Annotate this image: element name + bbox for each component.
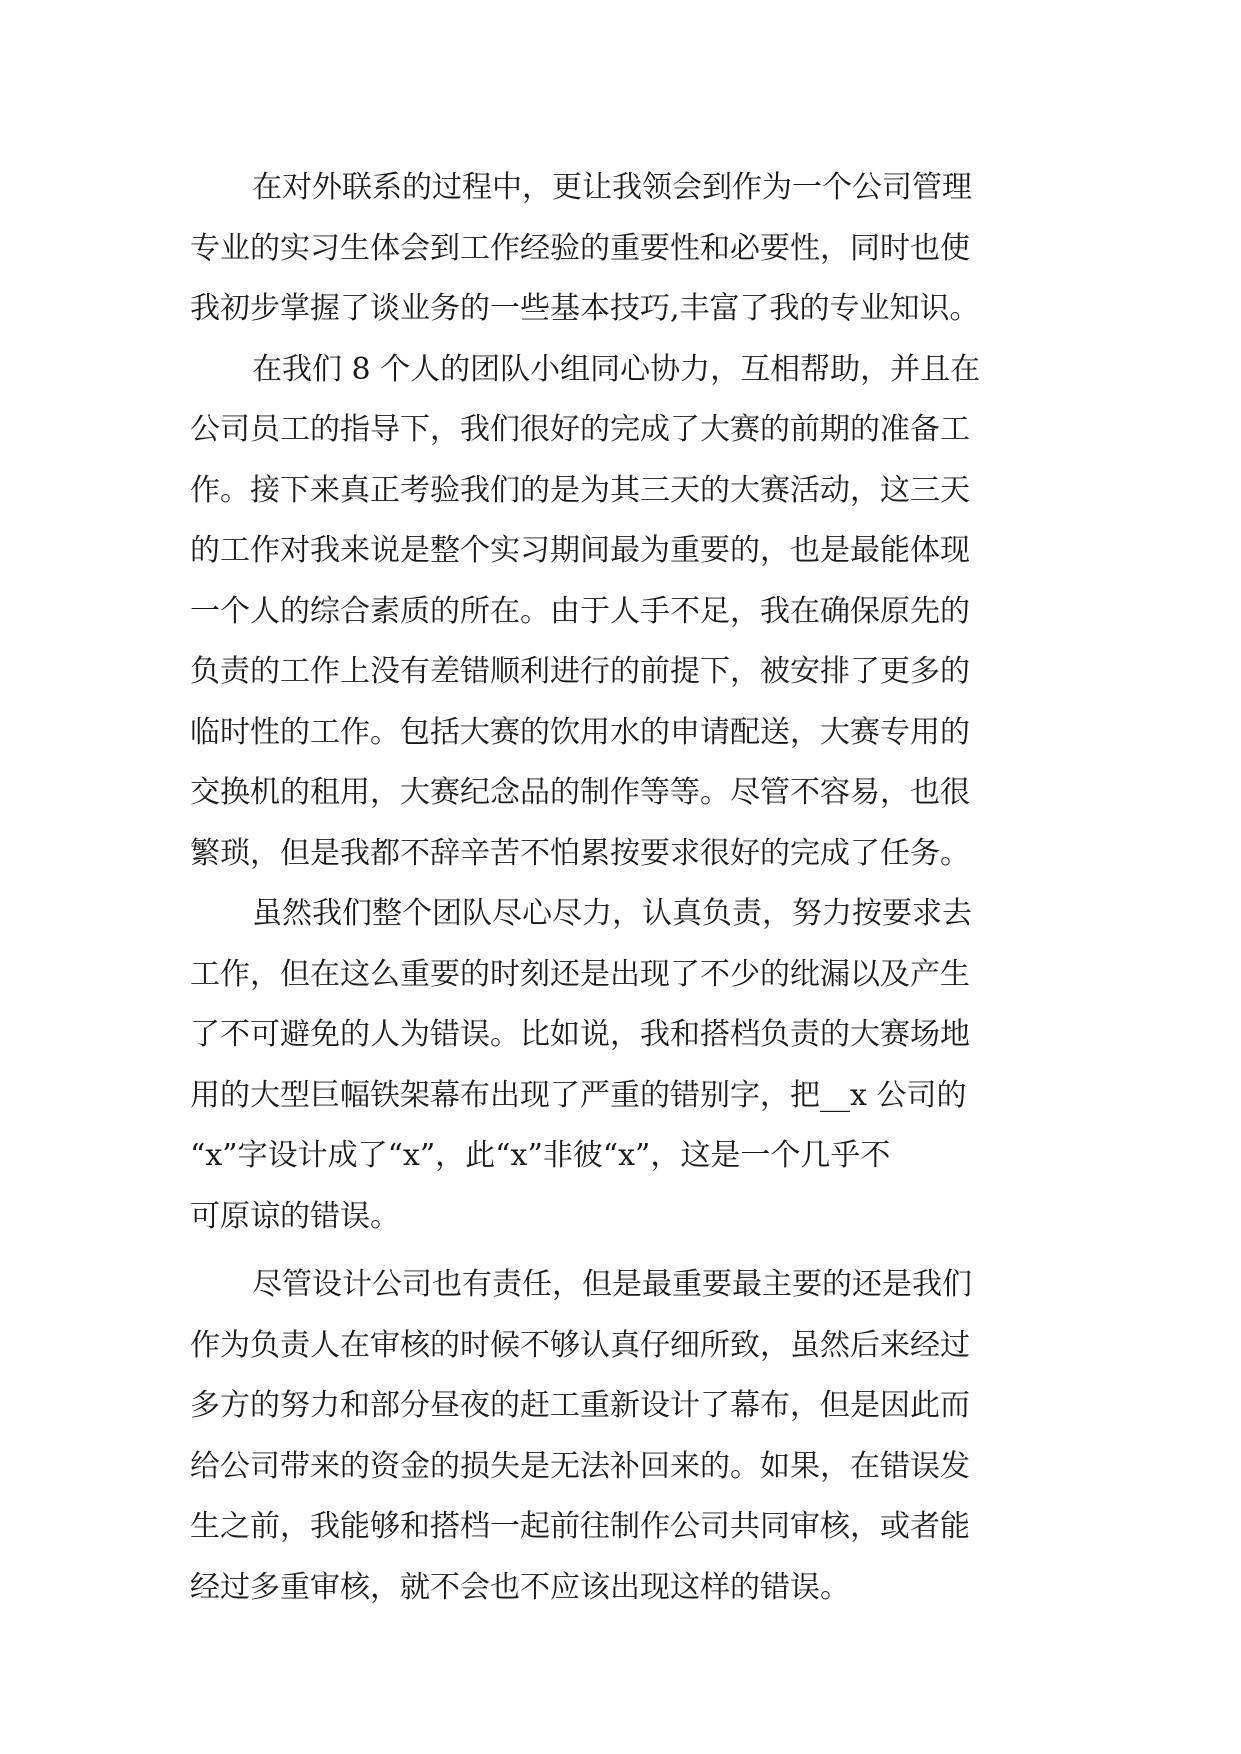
paragraph-2-line-3: 作。接下来真正考验我们的是为其三天的大赛活动，这三天 bbox=[190, 472, 970, 508]
paragraph-1-line-2: 专业的实习生体会到工作经验的重要性和必要性，同时也使 bbox=[190, 230, 970, 266]
paragraph-3-line-5: “x”字设计成了“x”，此“x”非彼“x”，这是一个几乎不 bbox=[190, 1138, 891, 1173]
paragraph-4-line-2: 作为负责人在审核的时候不够认真仔细所致，虽然后来经过 bbox=[190, 1327, 970, 1363]
paragraph-4-line-1: 尽管设计公司也有责任，但是最重要最主要的还是我们 bbox=[252, 1267, 972, 1302]
paragraph-1-line-1: 在对外联系的过程中，更让我领会到作为一个公司管理 bbox=[252, 170, 972, 205]
paragraph-2-line-8: 交换机的租用，大赛纪念品的制作等等。尽管不容易，也很 bbox=[190, 775, 970, 810]
document-body bbox=[190, 158, 1050, 1618]
paragraph-3-line-6: 可原谅的错误。 bbox=[190, 1198, 400, 1234]
paragraph-3-line-2: 工作，但在这么重要的时刻还是出现了不少的纰漏以及产生 bbox=[190, 956, 970, 992]
paragraph-2-line-1: 在我们 8 个人的团队小组同心协力，互相帮助，并且在 bbox=[252, 351, 981, 387]
paragraph-2-line-5: 一个人的综合素质的所在。由于人手不足，我在确保原先的 bbox=[190, 593, 970, 629]
paragraph-4-line-4: 给公司带来的资金的损失是无法补回来的。如果，在错误发 bbox=[190, 1448, 970, 1484]
paragraph-2-line-6: 负责的工作上没有差错顺利进行的前提下，被安排了更多的 bbox=[190, 654, 970, 689]
paragraph-3-line-3: 了不可避免的人为错误。比如说，我和搭档负责的大赛场地 bbox=[190, 1017, 970, 1052]
paragraph-2-line-2: 公司员工的指导下，我们很好的完成了大赛的前期的准备工 bbox=[190, 412, 970, 447]
paragraph-2-line-7: 临时性的工作。包括大赛的饮用水的申请配送，大赛专用的 bbox=[190, 714, 970, 750]
paragraph-2-line-4: 的工作对我来说是整个实习期间最为重要的，也是最能体现 bbox=[190, 533, 970, 568]
paragraph-3-line-1: 虽然我们整个团队尽心尽力，认真负责，努力按要求去 bbox=[252, 896, 972, 931]
paragraph-1-line-3: 我初步掌握了谈业务的一些基本技巧,丰富了我的专业知识。 bbox=[190, 291, 980, 326]
paragraph-spacer bbox=[190, 1247, 1050, 1255]
paragraph-4-line-3: 多方的努力和部分昼夜的赶工重新设计了幕布，但是因此而 bbox=[190, 1388, 970, 1423]
paragraph-4-line-6: 经过多重审核，就不会也不应该出现这样的错误。 bbox=[190, 1569, 850, 1605]
paragraph-2-line-9: 繁琐，但是我都不辞辛苦不怕累按要求很好的完成了任务。 bbox=[190, 835, 970, 871]
paragraph-4-line-5: 生之前，我能够和搭档一起前往制作公司共同审核，或者能 bbox=[190, 1509, 970, 1544]
paragraph-3-line-4: 用的大型巨幅铁架幕布出现了严重的错别字，把__x 公司的 bbox=[190, 1077, 967, 1113]
